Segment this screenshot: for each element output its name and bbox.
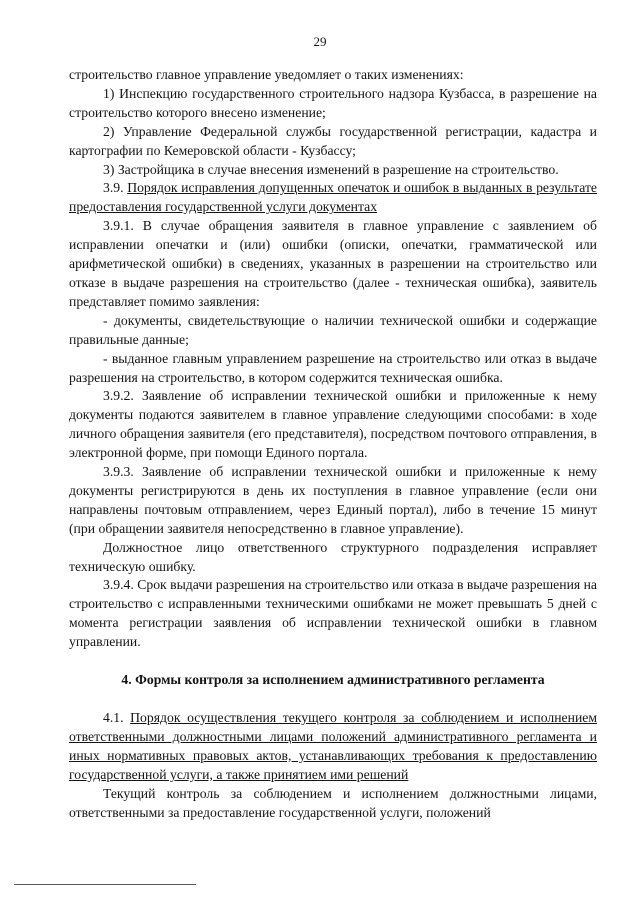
list-item: - выданное главным управлением разрешение на строительство или отказ в выдаче разрешения на строительство, в котором содержится техническая ошибка.	[69, 350, 597, 385]
paragraph: строительство главное управление уведомляет о таких изменениях:	[69, 67, 464, 82]
document-body	[69, 66, 597, 822]
page-number: 29	[313, 34, 327, 49]
paragraph: 3.9.1. В случае обращения заявителя в главное управление с заявлением об исправлении опечатки и (или) ошибки (описки, опечатки, грамматической или арифметической ошибки) в сведениях, указанных в разрешении на строительство или отказе в выдаче разрешения на строительство (далее - техническая ошибка), заявитель представляет помимо заявления:	[69, 218, 597, 309]
section-4-heading: 4. Формы контроля за исполнением административного регламента	[121, 672, 545, 688]
section-number: 4.1.	[103, 710, 131, 725]
section-title-underlined: Порядок исправления допущенных опечаток и ошибок в выданных в результате предоставления государственной услуги документах	[69, 180, 597, 215]
paragraph: 3.9.3. Заявление об исправлении технической ошибки и приложенные к нему документы регистрируются в день их поступления в главное управление (если они направлены почтовым отправлением, через Единый портал), либо в течение 15 минут (при обращении заявителя непосредственно в главное управление).	[69, 464, 597, 536]
list-item: - документы, свидетельствующие о наличии технической ошибки и содержащие правильные данные;	[69, 312, 597, 347]
paragraph: 2) Управление Федеральной службы государственной регистрации, кадастра и картографии по Кемеровской области - Кузбассу;	[69, 123, 597, 158]
section-number: 3.9.	[103, 180, 128, 196]
paragraph: 1) Инспекцию государственного строительного надзора Кузбасса, в разрешение на строительство которого внесено изменение;	[69, 85, 597, 120]
paragraph: 3) Застройщика в случае внесения изменений в разрешение на строительство.	[103, 161, 559, 177]
footer-rule	[14, 884, 196, 885]
paragraph: Должностное лицо ответственного структурного подразделения исправляет техническую ошибку.	[69, 539, 597, 574]
paragraph: 3.9.2. Заявление об исправлении технической ошибки и приложенные к нему документы подаются заявителем в главное управление следующими способами: в ходе личного обращения заявителя (его представителя), посредством почтового отправления, в электронной форме, при помощи Единого портала.	[69, 388, 597, 461]
section-4-1-title	[69, 709, 597, 785]
paragraph: Текущий контроль за соблюдением и исполнением должностными лицами, ответственными за предоставление государственной услуги, положений	[69, 785, 597, 820]
section-3-9-title	[69, 179, 597, 217]
section-title-underlined: Порядок осуществления текущего контроля за соблюдением и исполнением ответственными должностными лицами положений административного регламента и иных нормативных правовых актов, устанавливающих требования к предоставлению государственной услуги, а также принятием ими решений	[69, 710, 598, 782]
paragraph: 3.9.4. Срок выдачи разрешения на строительство или отказа в выдаче разрешения на строительство с исправленными техническими ошибками не может превышать 5 дней с момента регистрации заявления об исправлении технической ошибки в главном управлении.	[69, 577, 598, 650]
